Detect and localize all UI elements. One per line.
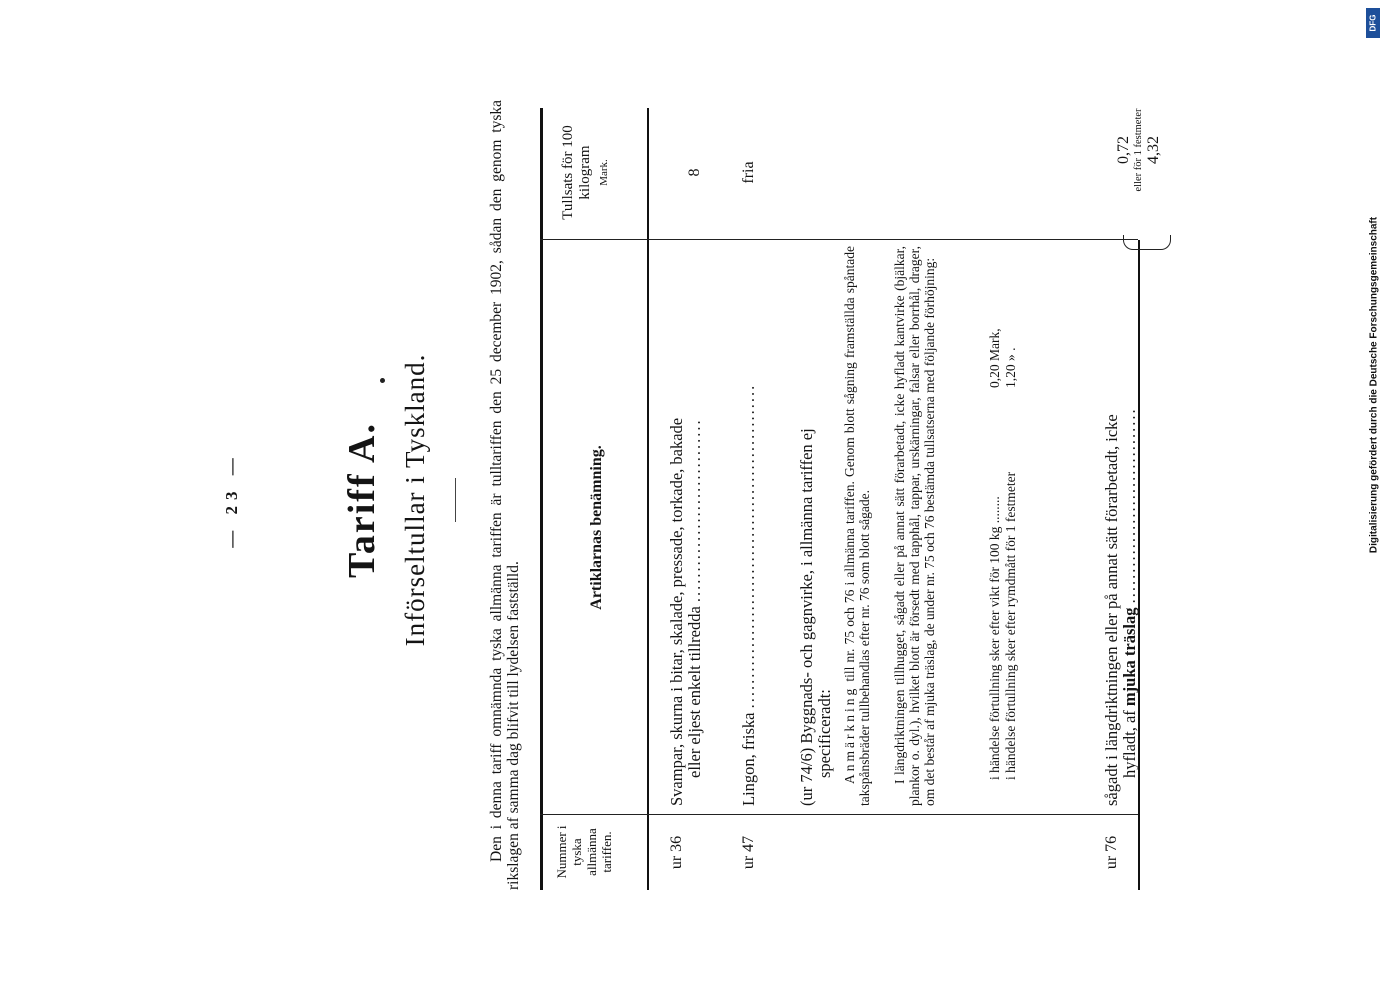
row-text-line xyxy=(1121,246,1139,806)
surcharge-text: i händelse förtullning sker efter vikt för 100 kg ........ xyxy=(987,496,1002,780)
table-header-rule xyxy=(647,108,649,890)
row-number: ur 36 xyxy=(668,835,685,870)
note-paragraph xyxy=(892,246,937,806)
surcharge-value: 1,20 » . xyxy=(1003,347,1018,388)
page-subtitle: Införseltullar i Tyskland. xyxy=(400,353,430,647)
header-number: Nummer i tyska allmänna tariffen. xyxy=(554,825,614,879)
page-title: Tariff A. xyxy=(341,422,383,578)
row-text-line: specificeradt: xyxy=(815,689,834,778)
row-rate xyxy=(1116,65,1161,235)
note-text: I längdriktningen tillhugget, sågadt eller på annat sätt förarbetadt, icke hyfladt kantvirke (bjälkar, plankor o. dyl.), hvilket blott är försedt med tapphål, tappar, urskärningar, falsar eller borrhål, drager, om det består af mjuka träslag, de under nr. 75 och 76 bestämda tullsatserna med följande förhöjning: xyxy=(892,246,937,806)
surcharge-line xyxy=(1003,240,1018,780)
dfg-credit-text: Digitalisierung gefördert durch die Deutsche Forschungsgemeinschaft xyxy=(1368,216,1380,554)
leader-dots: .............................. xyxy=(685,418,704,603)
dfg-logo: DFG xyxy=(1366,8,1380,38)
header-rate-label: Tullsats för 100 kilogram xyxy=(560,125,593,220)
rate-value: 0,72 xyxy=(1115,136,1132,164)
rate-value: 4,32 xyxy=(1145,136,1162,164)
surcharge-line xyxy=(987,240,1002,780)
column-divider-number xyxy=(540,814,1138,815)
row-text-bold: mjuka xyxy=(1120,660,1139,707)
section-heading xyxy=(798,246,834,806)
header-rate xyxy=(560,110,613,235)
dfg-credit xyxy=(1364,0,1383,1000)
intro-paragraph: Den i denna tariff omnämnda tyska allmänna tariffen är tulltariffen den 25 december 1902, sådan den genom tyska rikslagen af samma dag blifvit till lydelsen fastställd. xyxy=(488,100,522,890)
note-text: till nr. 75 och 76 i allmänna tariffen. Genom blott sågning framställda spåntade takspånsbräder tullbehandlas efter nr. 76 som blott sågade. xyxy=(842,245,872,806)
row-number: ur 47 xyxy=(740,835,757,870)
rate-alt-label: eller för 1 festmeter xyxy=(1133,108,1144,192)
table-row xyxy=(740,246,758,806)
row-text-line: (ur 74/6) Byggnads- och gagnvirke, i allmänna tariffen ej xyxy=(797,428,816,806)
row-text-line: sågadt i längdriktningen eller på annat sätt förarbetadt, icke xyxy=(1102,414,1121,806)
table-row xyxy=(668,246,704,806)
row-text-bold: träslag xyxy=(1120,607,1139,657)
brace-mark xyxy=(1123,235,1171,250)
table-row xyxy=(1103,246,1139,806)
surcharge-value: 0,20 Mark, xyxy=(987,328,1002,388)
column-divider-rate xyxy=(540,239,1138,240)
row-text: Lingon, friska xyxy=(739,712,758,806)
row-text-line: Svampar, skurna i bitar, skalade, pressade, torkade, bakade xyxy=(667,417,686,806)
ink-dot xyxy=(380,378,385,383)
table-top-rule xyxy=(540,108,543,890)
header-name: Artiklarnas benämning. xyxy=(588,445,605,610)
row-rate: fria xyxy=(740,161,757,184)
page-number: — 23 — xyxy=(222,452,241,548)
row-number: ur 76 xyxy=(1103,835,1120,870)
surcharge-text: i händelse förtullning sker efter rymdmått för 1 festmeter xyxy=(1003,471,1018,780)
title-divider xyxy=(455,478,456,522)
row-text-line xyxy=(686,246,704,806)
leader-dots: ..................................................... xyxy=(739,383,758,709)
note-paragraph xyxy=(842,246,872,806)
note-label: Anmärkning xyxy=(842,685,857,784)
row-text: eller eljest enkelt tillredda xyxy=(685,606,704,778)
header-rate-unit: Mark. xyxy=(598,159,610,186)
leader-dots: ................................ xyxy=(1120,407,1139,604)
row-rate: 8 xyxy=(686,168,703,177)
row-text: hyfladt, af xyxy=(1120,710,1139,778)
